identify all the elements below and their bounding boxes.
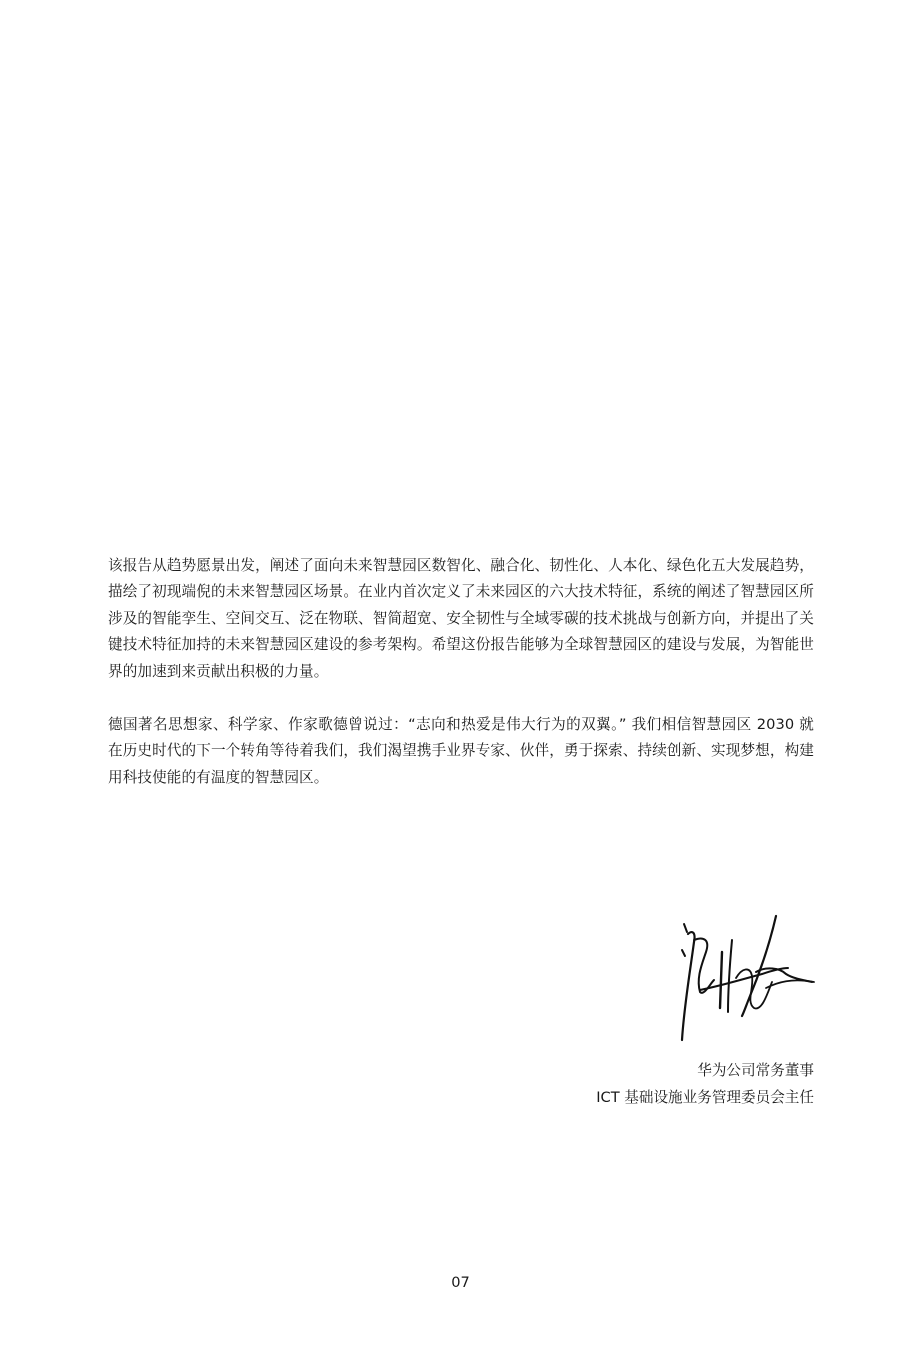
preface-paragraph-2: 德国著名思想家、科学家、作家歌德曾说过：“志向和热爱是伟大行为的双翼。” 我们相信智慧园区 2030 就在历史时代的下一个转角等待着我们，我们渴望携手业界专家、伙伴，勇于探索、持续创新、实现梦想，构建用科技使能的有温度的智慧园区。 [108,716,814,786]
preface-paragraph-1: 该报告从趋势愿景出发，阐述了面向未来智慧园区数智化、融合化、韧性化、人本化、绿色化五大发展趋势，描绘了初现端倪的未来智慧园区场景。在业内首次定义了未来园区的六大技术特征，系统的阐述了智慧园区所涉及的智能孪生、空间交互、泛在物联、智简超宽、安全韧性与全域零碳的技术挑战与创新方向，并提出了关键技术特征加持的未来智慧园区建设的参考架构。希望这份报告能够为全球智慧园区的建设与发展，为智能世界的加速到来贡献出积极的力量。 [108,557,814,680]
page-number: 07 [451,1274,470,1291]
handwritten-signature [670,912,820,1047]
signer-title-line-1: 华为公司常务董事 [697,1062,814,1079]
signer-title-line-2: ICT 基础设施业务管理委员会主任 [596,1089,814,1106]
